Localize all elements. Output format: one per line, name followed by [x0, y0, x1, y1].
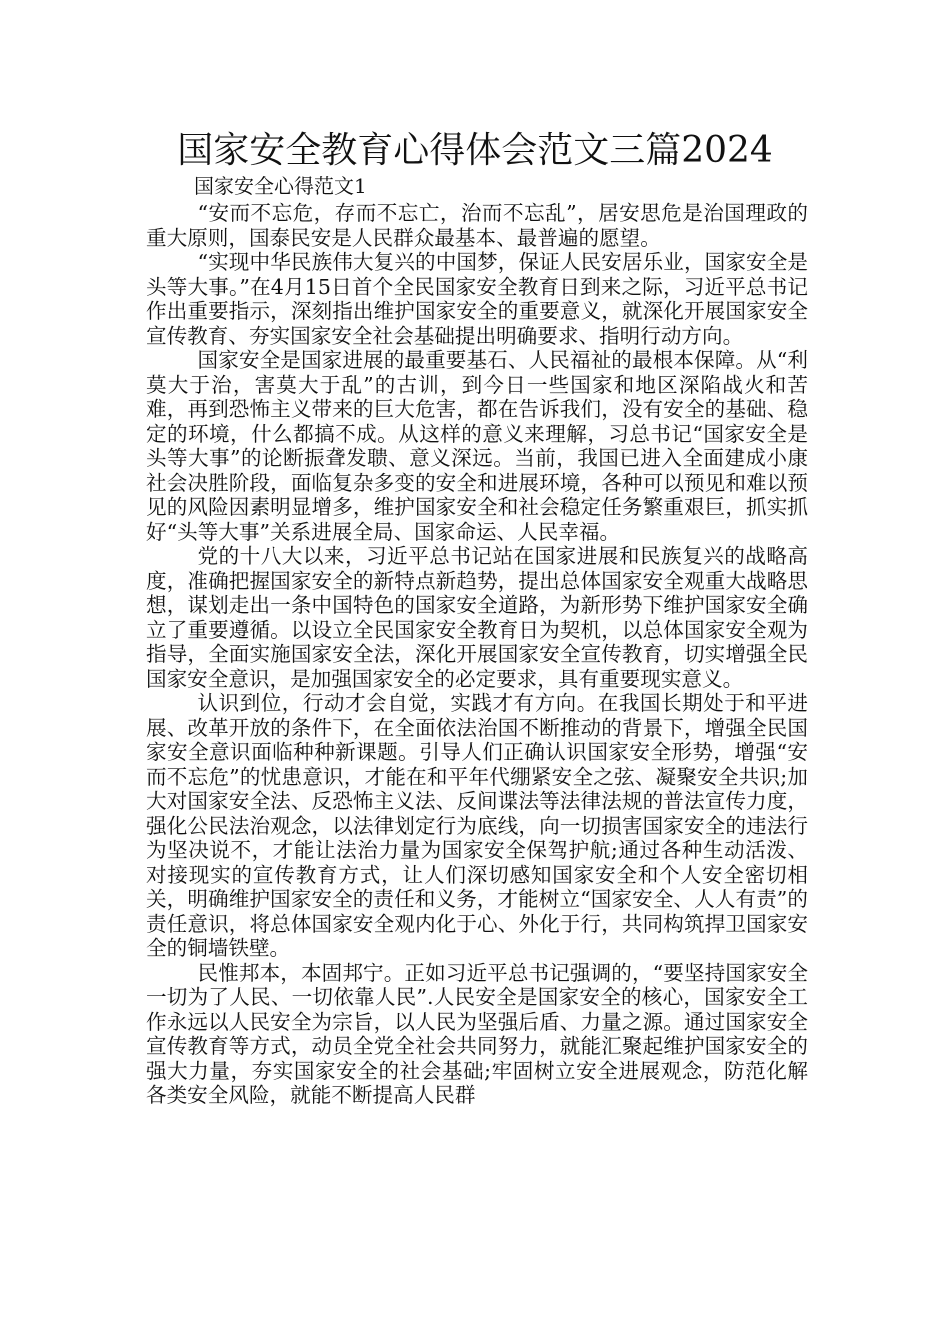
section-heading: 国家安全心得范文1 [194, 174, 367, 198]
paragraph: 民惟邦本，本固邦宁。正如习近平总书记强调的，“要坚持国家安全一切为了人民、一切依靠人民”.人民安全是国家安全的核心，国家安全工作永远以人民安全为宗旨，以人民为坚强后盾、力量之源。通过国家安全宣传教育等方式，动员全党全社会共同努力，就能汇聚起维护国家安全的强大力量，夯实国家安全的社会基础;牢固树立安全进展观念，防范化解各类安全风险，就能不断提高人民群 [146, 960, 808, 1107]
document-body [146, 201, 808, 1108]
paragraph: 党的十八大以来，习近平总书记站在国家进展和民族复兴的战略高度，准确把握国家安全的新特点新趋势，提出总体国家安全观重大战略思想，谋划走出一条中国特色的国家安全道路，为新形势下维护国家安全确立了重要遵循。以设立全民国家安全教育日为契机，以总体国家安全观为指导，全面实施国家安全法，深化开展国家安全宣传教育，切实增强全民国家安全意识，是加强国家安全的必定要求，具有重要现实意义。 [146, 544, 808, 691]
paragraph: “实现中华民族伟大复兴的中国梦，保证人民安居乐业，国家安全是头等大事。”在4月15日首个全民国家安全教育日到来之际，习近平总书记作出重要指示，深刻指出维护国家安全的重要意义，就深化开展国家安全宣传教育、夯实国家安全社会基础提出明确要求、指明行动方向。 [146, 250, 808, 348]
paragraph: 国家安全是国家进展的最重要基石、人民福祉的最根本保障。从“利莫大于治，害莫大于乱”的古训，到今日一些国家和地区深陷战火和苦难，再到恐怖主义带来的巨大危害，都在告诉我们，没有安全的基础、稳定的环境，什么都搞不成。从这样的意义来理解，习总书记“国家安全是头等大事”的论断振聋发聩、意义深远。当前，我国已进入全面建成小康社会决胜阶段，面临复杂多变的安全和进展环境，各种可以预见和难以预见的风险因素明显增多，维护国家安全和社会稳定任务繁重艰巨，抓实抓好“头等大事”关系进展全局、国家命运、人民幸福。 [146, 348, 808, 544]
page-title: 国家安全教育心得体会范文三篇2024 [177, 130, 773, 171]
paragraph: “安而不忘危，存而不忘亡，治而不忘乱”，居安思危是治国理政的重大原则，国泰民安是人民群众最基本、最普遍的愿望。 [146, 201, 808, 250]
paragraph: 认识到位，行动才会自觉，实践才有方向。在我国长期处于和平进展、改革开放的条件下，在全面依法治国不断推动的背景下，增强全民国家安全意识面临种种新课题。引导人们正确认识国家安全形势，增强“安而不忘危”的忧患意识，才能在和平年代绷紧安全之弦、凝聚安全共识;加大对国家安全法、反恐怖主义法、反间谍法等法律法规的普法宣传力度，强化公民法治观念，以法律划定行为底线，向一切损害国家安全的违法行为坚决说不，才能让法治力量为国家安全保驾护航;通过各种生动活泼、对接现实的宣传教育方式，让人们深切感知国家安全和个人安全密切相关，明确维护国家安全的责任和义务，才能树立“国家安全、人人有责”的责任意识，将总体国家安全观内化于心、外化于行，共同构筑捍卫国家安全的铜墙铁壁。 [146, 691, 808, 960]
